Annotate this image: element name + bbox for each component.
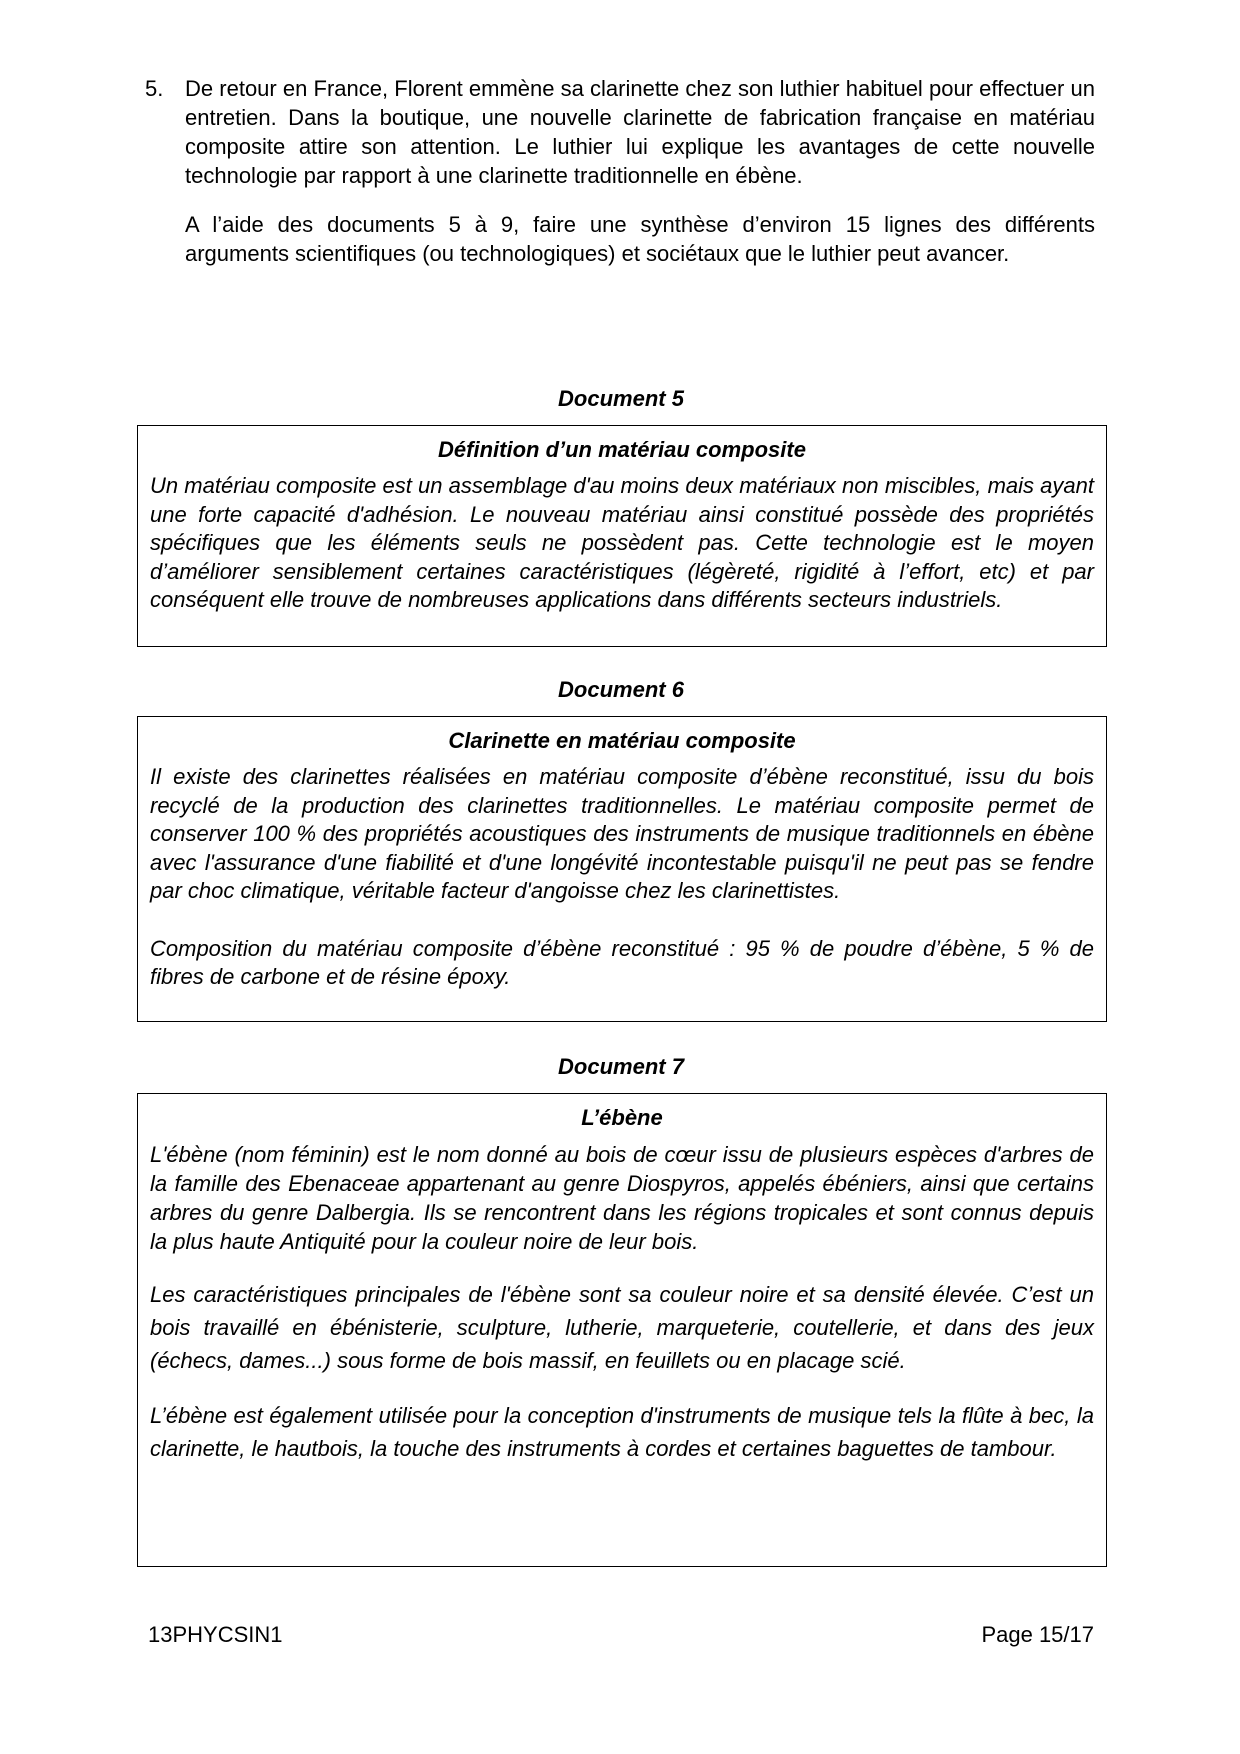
document-6-heading: Document 6	[558, 677, 684, 702]
question-paragraph-2: A l’aide des documents 5 à 9, faire une synthèse d’environ 15 lignes des différents arguments scientifiques (ou technologiques) et sociétaux que le luthier peut avancer.	[185, 212, 1095, 266]
document-7-title: L’ébène	[581, 1105, 663, 1130]
document-6-text-2: Composition du matériau composite d’ébène reconstitué : 95 % de poudre d’ébène, 5 % de fibres de carbone et de résine époxy.	[150, 935, 1094, 989]
document-7-heading: Document 7	[558, 1054, 684, 1079]
footer-code: 13PHYCSIN1	[148, 1622, 283, 1647]
document-6-title: Clarinette en matériau composite	[448, 728, 796, 753]
document-7-box	[137, 1093, 1107, 1567]
document-5-heading: Document 5	[558, 386, 684, 411]
document-7-text-2: Les caractéristiques principales de l'ébène sont sa couleur noire et sa densité élevée. C’est un bois travaillé en ébénisterie, sculpture, lutherie, marqueterie, coutellerie, et dans des jeux (échecs, dames...) sous forme de bois massif, en feuillets ou en placage scié.	[150, 1282, 1094, 1373]
question-number: 5.	[145, 76, 164, 101]
document-7-text-1: L'ébène (nom féminin) est le nom donné au bois de cœur issu de plusieurs espèces d'arbres de la famille des Ebenaceae appartenant au genre Diospyros, appelés ébéniers, ainsi que certains arbres du genre Dalbergia. Ils se rencontrent dans les régions tropicales et sont connus depuis la plus haute Antiquité pour la couleur noire de leur bois.	[150, 1142, 1094, 1254]
document-6-box	[137, 716, 1107, 1022]
question-paragraph-1: De retour en France, Florent emmène sa clarinette chez son luthier habituel pour effectuer un entretien. Dans la boutique, une nouvelle clarinette de fabrication française en matériau composite attire son attention. Le luthier lui explique les avantages de cette nouvelle technologie par rapport à une clarinette traditionnelle en ébène.	[185, 76, 1095, 188]
question-5	[145, 74, 1095, 288]
document-5-box	[137, 425, 1107, 647]
footer-page-number: Page 15/17	[981, 1622, 1094, 1647]
document-6-text-1: Il existe des clarinettes réalisées en matériau composite d’ébène reconstitué, issu du bois recyclé de la production des clarinettes traditionnelles. Le matériau composite permet de conserver 100 % des propriétés acoustiques des instruments de musique traditionnels en ébène avec l'assurance d'une fiabilité et d'une longévité incontestable puisqu'il ne peut pas se fendre par choc climatique, véritable facteur d'angoisse chez les clarinettistes.	[150, 764, 1094, 903]
document-5-title: Définition d’un matériau composite	[438, 437, 806, 462]
document-5-text: Un matériau composite est un assemblage d'au moins deux matériaux non miscibles, mais ayant une forte capacité d'adhésion. Le nouveau matériau ainsi constitué possède des propriétés spécifiques que les éléments seuls ne possèdent pas. Cette technologie est le moyen d’améliorer sensiblement certaines caractéristiques (légèreté, rigidité à l’effort, etc) et par conséquent elle trouve de nombreuses applications dans différents secteurs industriels.	[150, 473, 1094, 612]
document-7-text-3: L’ébène est également utilisée pour la conception d'instruments de musique tels la flûte à bec, la clarinette, le hautbois, la touche des instruments à cordes et certaines baguettes de tambour.	[150, 1403, 1094, 1461]
